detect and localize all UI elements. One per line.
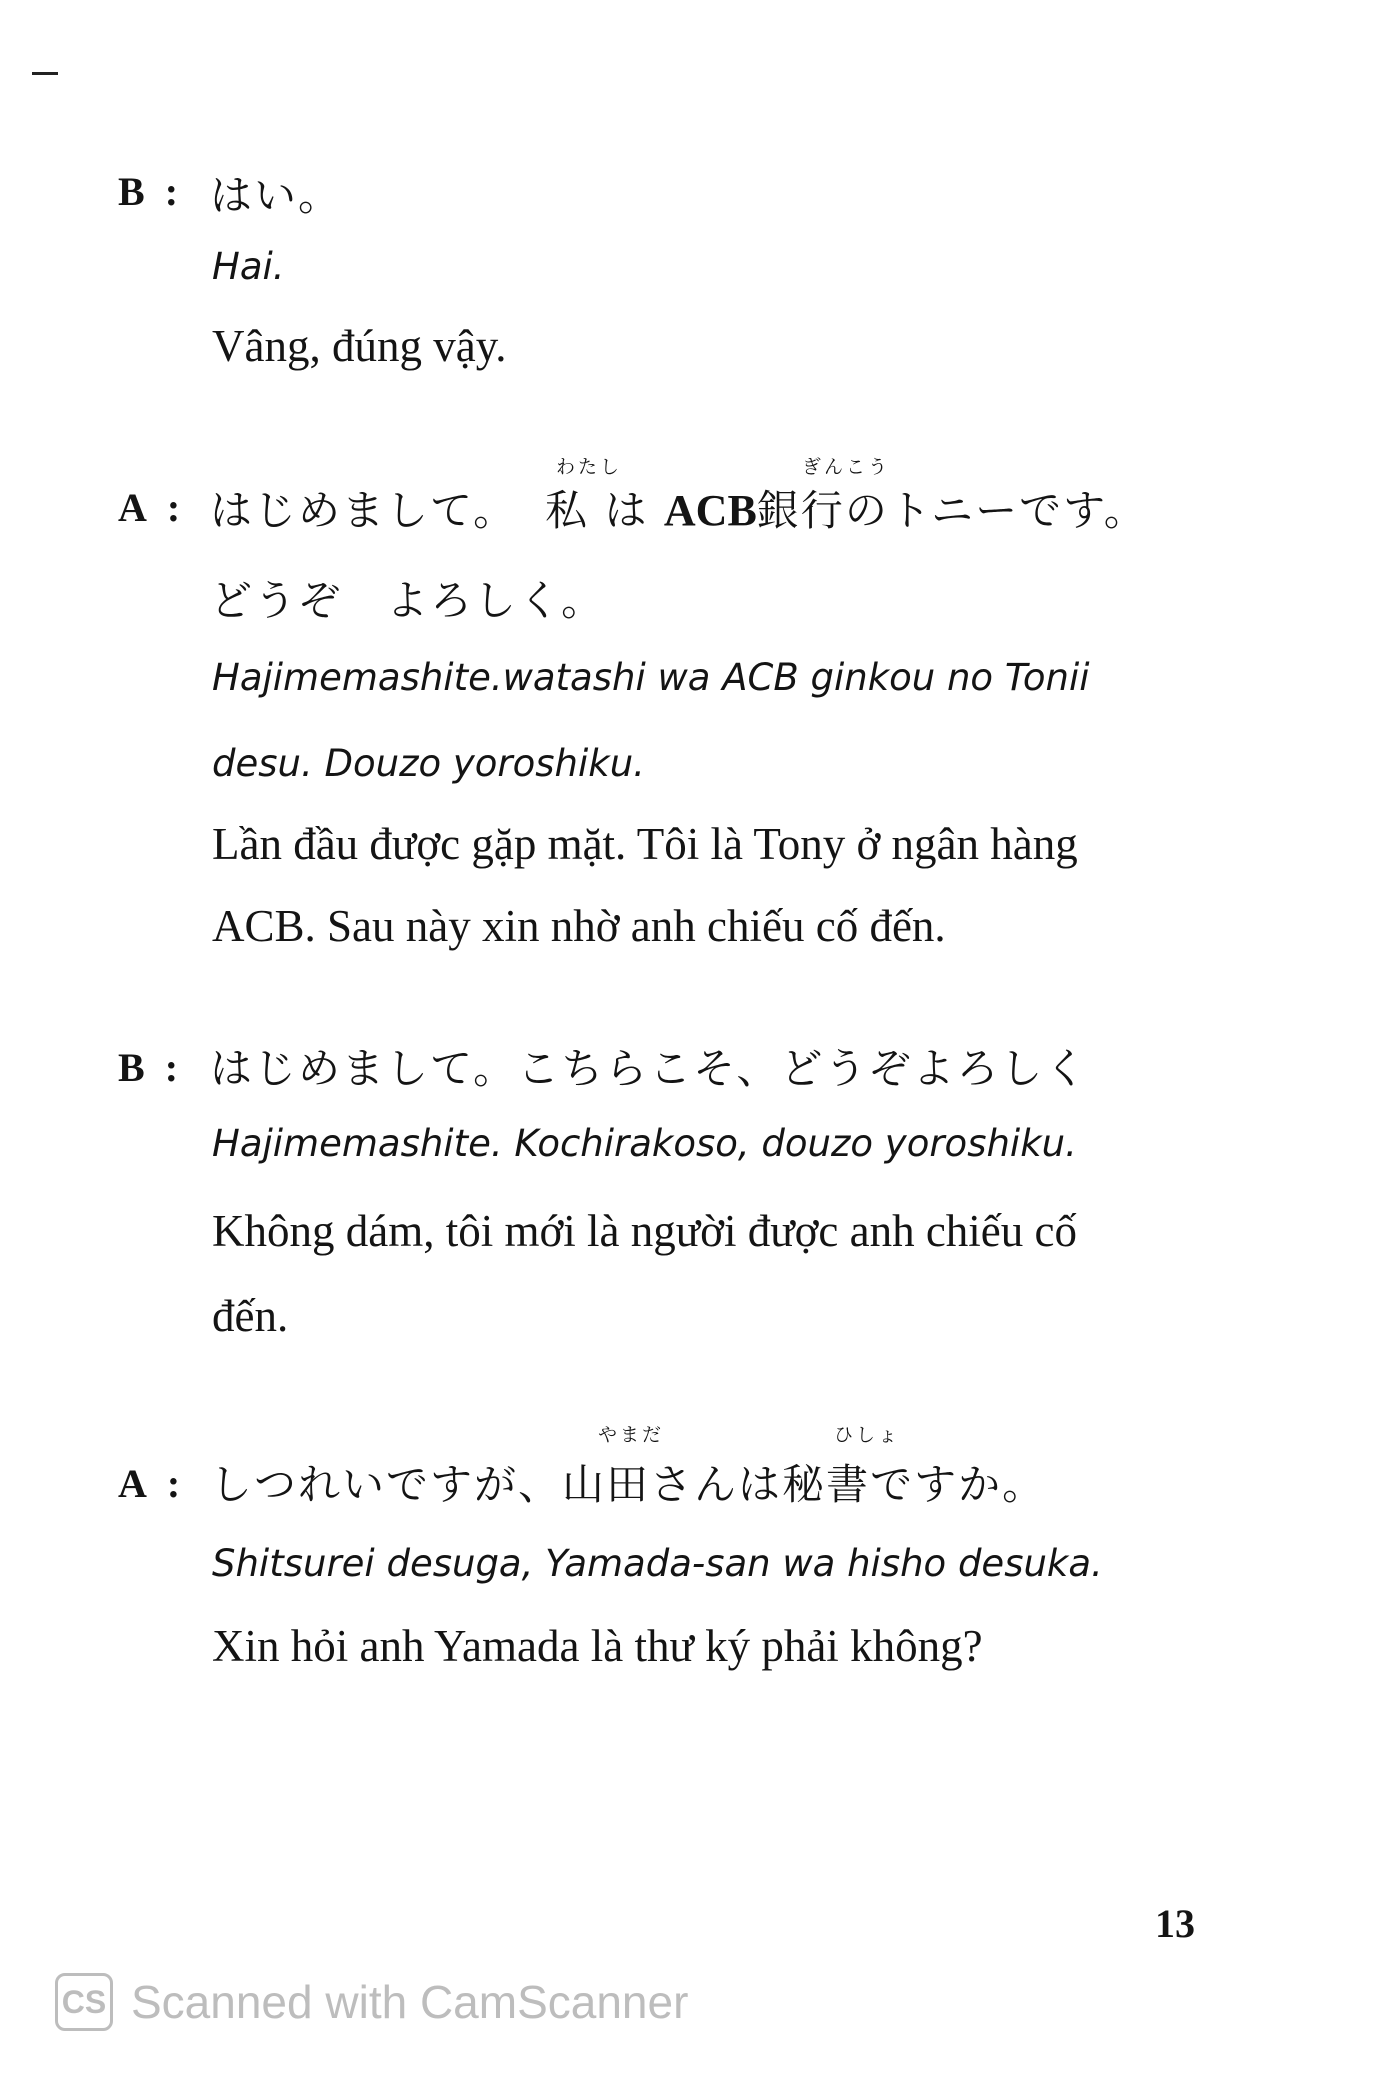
page-number: 13 [1155, 1901, 1195, 1946]
speaker-label: A : [118, 485, 181, 530]
vietnamese-line: Không dám, tôi mới là người được anh chiếu cố [212, 1206, 1077, 1256]
furigana: やまだ [598, 1424, 665, 1446]
vietnamese-line: ACB. Sau này xin nhờ anh chiếu cố đến. [212, 901, 946, 951]
bank-name: ACB [663, 486, 757, 535]
watermark-text: Scanned with CamScanner [131, 1976, 689, 2028]
kanji-ginkou: 銀行 [756, 486, 845, 535]
romaji-line: Hajimemashite.watashi wa ACB ginkou no Tonii [212, 656, 1090, 699]
vietnamese-line: Xin hỏi anh Yamada là thư ký phải không? [212, 1621, 983, 1671]
romaji-line: desu. Douzo yoroshiku. [212, 742, 645, 785]
japanese-line: はい。 [210, 171, 343, 220]
kanji-watashi: 私 [545, 486, 590, 535]
scan-mark [32, 72, 58, 75]
kanji-yamada: 山田 [562, 1460, 651, 1509]
japanese-text: ですか。 [870, 1460, 1047, 1509]
romaji-line: Hai. [212, 245, 285, 288]
japanese-line [210, 1452, 1046, 1512]
japanese-line: どうぞ よろしく。 [210, 576, 606, 625]
speaker-label: A : [118, 1461, 181, 1506]
furigana: ひしょ [834, 1424, 901, 1446]
furigana: ぎんこう [802, 456, 891, 478]
camscanner-watermark [55, 1970, 688, 2034]
camscanner-logo-icon: CS [55, 1973, 113, 2031]
romaji-line: Shitsurei desuga, Yamada-san wa hisho desuka. [212, 1542, 1103, 1585]
furigana: わたし [556, 456, 623, 478]
vietnamese-line: đến. [212, 1291, 289, 1341]
japanese-line: はじめまして。こちらこそ、どうぞよろしく [210, 1044, 1089, 1093]
japanese-text: のトニーです。 [844, 486, 1148, 535]
japanese-line [210, 478, 1148, 538]
japanese-text: しつれいですが、 [210, 1460, 563, 1509]
speaker-label: B : [118, 1045, 179, 1090]
particle: は [589, 486, 664, 535]
japanese-text: はじめまして。 [210, 486, 518, 535]
kanji-hisho: 秘書 [782, 1460, 871, 1509]
vietnamese-line: Lần đầu được gặp mặt. Tôi là Tony ở ngân hàng [212, 819, 1078, 869]
vietnamese-line: Vâng, đúng vậy. [212, 321, 507, 371]
romaji-line: Hajimemashite. Kochirakoso, douzo yoroshiku. [212, 1122, 1077, 1165]
japanese-text: さんは [650, 1460, 783, 1509]
speaker-label: B : [118, 169, 179, 214]
